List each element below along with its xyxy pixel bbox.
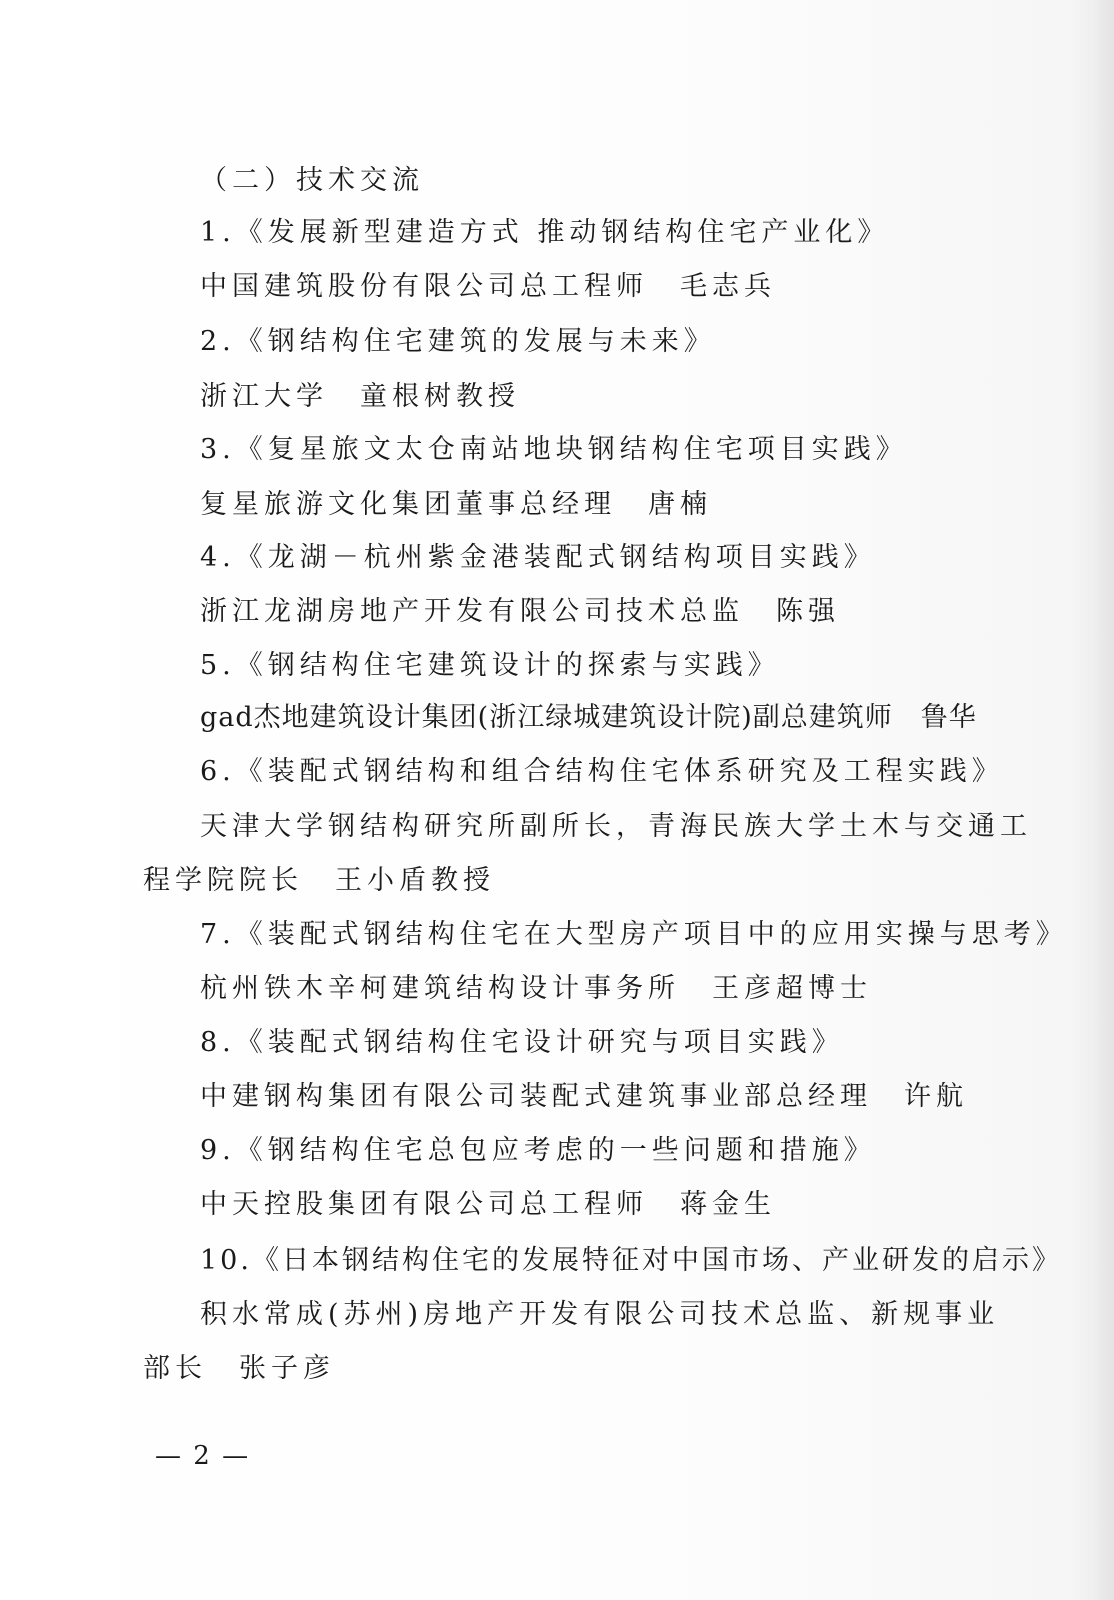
item-6-speaker-cont: 程学院院长 王小盾教授	[143, 865, 495, 896]
item-4-speaker: 浙江龙湖房地产开发有限公司技术总监 陈强	[200, 596, 840, 627]
item-10-title: 10.《日本钢结构住宅的发展特征对中国市场、产业研发的启示》	[200, 1245, 1062, 1276]
item-2-speaker: 浙江大学 童根树教授	[200, 381, 520, 412]
item-9-title: 9.《钢结构住宅总包应考虑的一些问题和措施》	[200, 1135, 876, 1166]
item-10-speaker-cont: 部长 张子彦	[143, 1353, 335, 1384]
item-3-title: 3.《复星旅文太仓南站地块钢结构住宅项目实践》	[200, 434, 908, 465]
item-9-speaker: 中天控股集团有限公司总工程师 蒋金生	[200, 1189, 776, 1220]
page-number: — 2 —	[155, 1441, 251, 1471]
item-6-speaker: 天津大学钢结构研究所副所长，青海民族大学土木与交通工	[200, 811, 1032, 842]
item-1-speaker: 中国建筑股份有限公司总工程师 毛志兵	[200, 271, 776, 302]
item-1-title: 1.《发展新型建造方式 推动钢结构住宅产业化》	[200, 217, 890, 248]
item-3-speaker: 复星旅游文化集团董事总经理 唐楠	[200, 489, 712, 520]
section-title: （二）技术交流	[200, 165, 424, 196]
item-7-speaker: 杭州铁木辛柯建筑结构设计事务所 王彦超博士	[200, 973, 872, 1004]
item-2-title: 2.《钢结构住宅建筑的发展与未来》	[200, 326, 716, 357]
item-5-speaker: gad杰地建筑设计集团(浙江绿城建筑设计院)副总建筑师 鲁华	[200, 702, 977, 733]
item-5-title: 5.《钢结构住宅建筑设计的探索与实践》	[200, 650, 780, 681]
item-7-title: 7.《装配式钢结构住宅在大型房产项目中的应用实操与思考》	[200, 919, 1068, 950]
item-10-speaker: 积水常成(苏州)房地产开发有限公司技术总监、新规事业	[200, 1299, 1000, 1330]
item-6-title: 6.《装配式钢结构和组合结构住宅体系研究及工程实践》	[200, 756, 1004, 787]
item-8-title: 8.《装配式钢结构住宅设计研究与项目实践》	[200, 1027, 844, 1058]
page-edge-shadow	[1096, 0, 1114, 1600]
item-8-speaker: 中建钢构集团有限公司装配式建筑事业部总经理 许航	[200, 1081, 968, 1112]
item-4-title: 4.《龙湖－杭州紫金港装配式钢结构项目实践》	[200, 542, 876, 573]
